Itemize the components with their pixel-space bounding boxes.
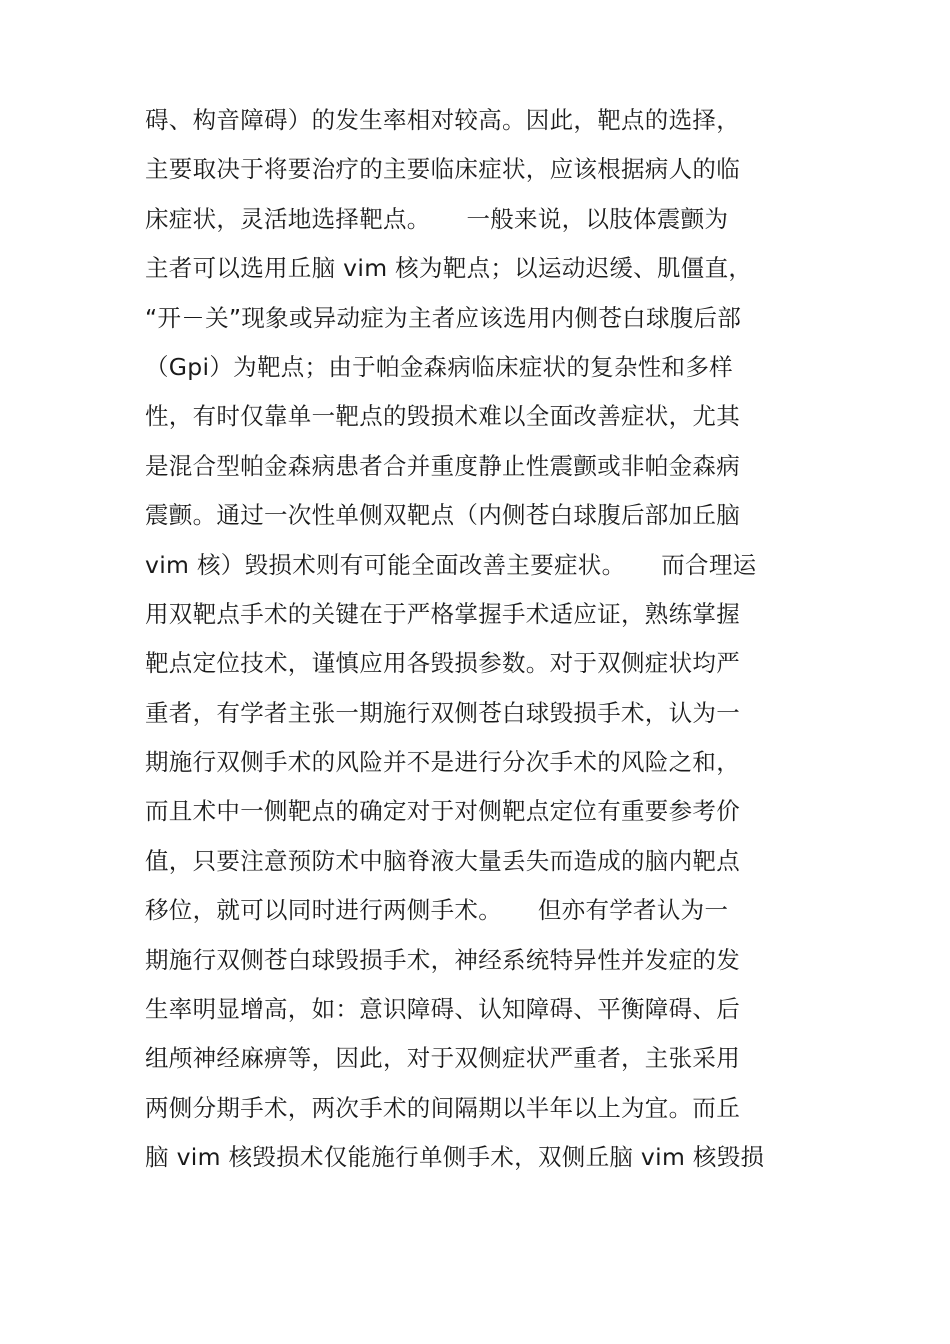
text-line: 而且术中一侧靶点的确定对于对侧靶点定位有重要参考价: [145, 797, 740, 826]
text-line: 主要取决于将要治疗的主要临床症状，应该根据病人的临: [145, 155, 740, 184]
text-line: 碍、构音障碍）的发生率相对较高。因此，靶点的选择，: [145, 106, 740, 134]
body-text: [145, 96, 825, 1183]
text-line: 值，只要注意预防术中脑脊液大量丢失而造成的脑内靶点: [145, 846, 740, 875]
text-line: （Gpi）为靶点；由于帕金森病临床症状的复杂性和多样: [145, 352, 733, 381]
text-line: 性，有时仅靠单一靶点的毁损术难以全面改善症状，尤其: [145, 402, 740, 431]
text-line: 床症状，灵活地选择靶点。 一般来说，以肢体震颤为: [145, 204, 729, 233]
text-line: “开－关”现象或异动症为主者应该选用内侧苍白球腹后部: [145, 303, 742, 332]
text-line: 重者，有学者主张一期施行双侧苍白球毁损手术，认为一: [145, 698, 740, 727]
text-line: 期施行双侧苍白球毁损手术，神经系统特异性并发症的发: [145, 945, 740, 974]
text-line: vim 核）毁损术则有可能全面改善主要症状。 而合理运: [145, 550, 757, 579]
text-line: 脑 vim 核毁损术仅能施行单侧手术，双侧丘脑 vim 核毁损: [145, 1143, 765, 1172]
text-line: 主者可以选用丘脑 vim 核为靶点；以运动迟缓、肌僵直，: [145, 254, 753, 283]
text-line: 两侧分期手术，两次手术的间隔期以半年以上为宜。而丘: [145, 1093, 740, 1122]
text-line: 期施行双侧手术的风险并不是进行分次手术的风险之和，: [145, 748, 740, 777]
text-line: 生率明显增高，如：意识障碍、认知障碍、平衡障碍、后: [145, 995, 740, 1024]
text-line: 是混合型帕金森病患者合并重度静止性震颤或非帕金森病: [145, 451, 740, 480]
text-line: 用双靶点手术的关键在于严格掌握手术适应证，熟练掌握: [145, 599, 740, 628]
text-line: 靶点定位技术，谨慎应用各毁损参数。对于双侧症状均严: [145, 649, 740, 678]
text-line: 移位，就可以同时进行两侧手术。 但亦有学者认为一: [145, 896, 729, 925]
text-line: 组颅神经麻痹等，因此，对于双侧症状严重者，主张采用: [145, 1044, 740, 1073]
text-line: 震颤。通过一次性单侧双靶点（内侧苍白球腹后部加丘脑: [145, 501, 740, 530]
